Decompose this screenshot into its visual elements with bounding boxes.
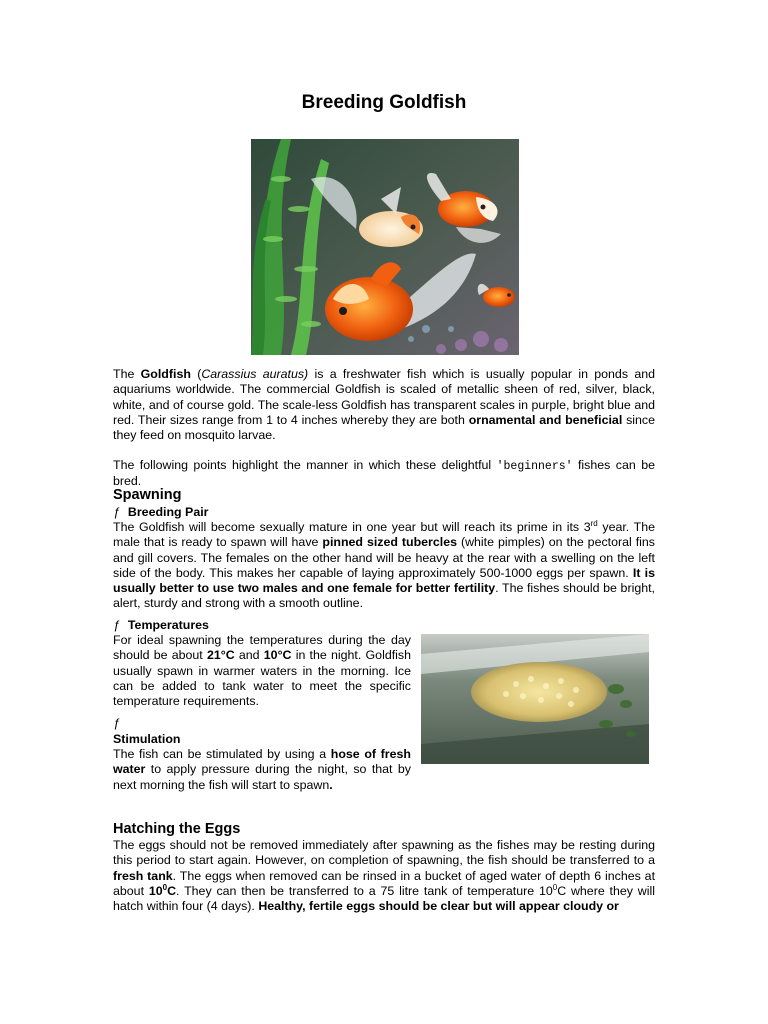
quoted-term: 'beginners' — [496, 460, 573, 473]
body-text: For ideal spawning the temperatures during the day should be about — [113, 633, 411, 663]
goldfish-term: Goldfish — [140, 367, 191, 381]
goldfish-aquarium-photo — [251, 139, 519, 355]
subheading-temperatures — [113, 618, 209, 632]
body-text: year. The male that is ready to spawn will have — [113, 520, 655, 550]
emphasis-text: hose of fresh water — [113, 747, 411, 777]
bullet-icon: ƒ — [113, 505, 120, 519]
hatching-paragraph — [113, 838, 655, 914]
intro-text: The — [113, 367, 141, 381]
body-text: The Goldfish will become sexually mature in one year but will reach its prime in its 3 — [113, 520, 591, 534]
emphasis-text: Healthy, fertile eggs should be clear but will appear cloudy or — [258, 899, 619, 914]
bullet-mark-stimulation — [113, 716, 128, 730]
body-text: The eggs should not be removed immediately after spawning as the fishes may be resting during this period to start again. However, on completion of spawning, the fish should be transferred to a — [113, 838, 655, 868]
section-heading-hatching: Hatching the Eggs — [113, 821, 241, 837]
scientific-name: Carassius auratus) — [201, 367, 309, 381]
body-text: (white pimples) on the pectoral fins and gill covers. The females on the other hand will be heavy at the rear with a swelling on the left side of the body. This makes her capable of laying approximately 500-1000 eggs per spawn. — [113, 535, 656, 580]
emphasis-text: It is usually better to use two males and one female for better fertility — [113, 565, 655, 596]
bullet-icon: ƒ — [113, 716, 120, 730]
body-text: to apply pressure during the night, so that by next morning the fish will start to spawn — [113, 762, 411, 792]
body-text: . The eggs when removed can be rinsed in a bucket of aged water of depth 6 inches at about — [113, 868, 656, 898]
body-text: The fish can be stimulated by using a — [113, 747, 331, 761]
body-text: in the night. Goldfish usually spawn in warmer waters in the morning. Ice can be added to tank water to meet the specific temperature requirements. — [113, 648, 411, 709]
temperature-number: 10 — [148, 883, 163, 898]
emphasis-text: pinned sized tubercles — [322, 535, 457, 550]
emphasis-text: . — [329, 777, 333, 792]
subheading-label: Breeding Pair — [127, 505, 209, 519]
bullet-icon: ƒ — [113, 618, 120, 632]
page-title: Breeding Goldfish — [301, 92, 467, 113]
temperature-unit: C — [167, 883, 177, 898]
breeding-pair-paragraph — [113, 520, 655, 612]
superscript: rd — [590, 518, 598, 528]
body-text: . They can then be transferred to a 75 litre tank of temperature 10 — [176, 883, 553, 898]
intro-text: The following points highlight the manner in which these delightful — [113, 458, 497, 472]
emphasis-text: 10°C — [263, 648, 292, 663]
emphasis-text: fresh tank — [113, 868, 173, 883]
body-text: C where they will hatch within four (4 days). — [113, 883, 656, 914]
subheading-stimulation: Stimulation — [113, 732, 181, 746]
subheading-label: Temperatures — [127, 618, 209, 632]
intro-paragraph — [113, 367, 655, 443]
body-text: . The fishes should be bright, alert, sturdy and strong with a smooth outline. — [113, 581, 655, 611]
section-heading-spawning: Spawning — [113, 487, 182, 503]
temperatures-paragraph — [113, 633, 411, 709]
intro-text: since they feed on mosquito larvae. — [113, 412, 655, 443]
intro-text: ( — [190, 367, 202, 381]
emphasis-text: ornamental and beneficial — [468, 412, 623, 427]
stimulation-paragraph — [113, 747, 411, 793]
intro-text: fishes can be bred. — [113, 458, 655, 489]
temperature-value — [149, 884, 176, 898]
goldfish-eggs-photo — [421, 634, 649, 764]
body-text: and — [234, 648, 264, 663]
subheading-breeding-pair — [113, 505, 208, 519]
intro-paragraph-2 — [113, 458, 655, 490]
superscript: 0 — [162, 882, 168, 892]
superscript: 0 — [552, 882, 558, 892]
intro-text: is a freshwater fish which is usually popular in ponds and aquariums worldwide. The commercial Goldfish is scaled of metallic sheen of red, silver, black, white, and of course gold. The scale-less Goldfish has transparent scales in purple, bright blue and red. Their sizes range from 1 to 4 inches whereby they are both — [113, 367, 655, 427]
emphasis-text: 21°C — [206, 648, 235, 663]
